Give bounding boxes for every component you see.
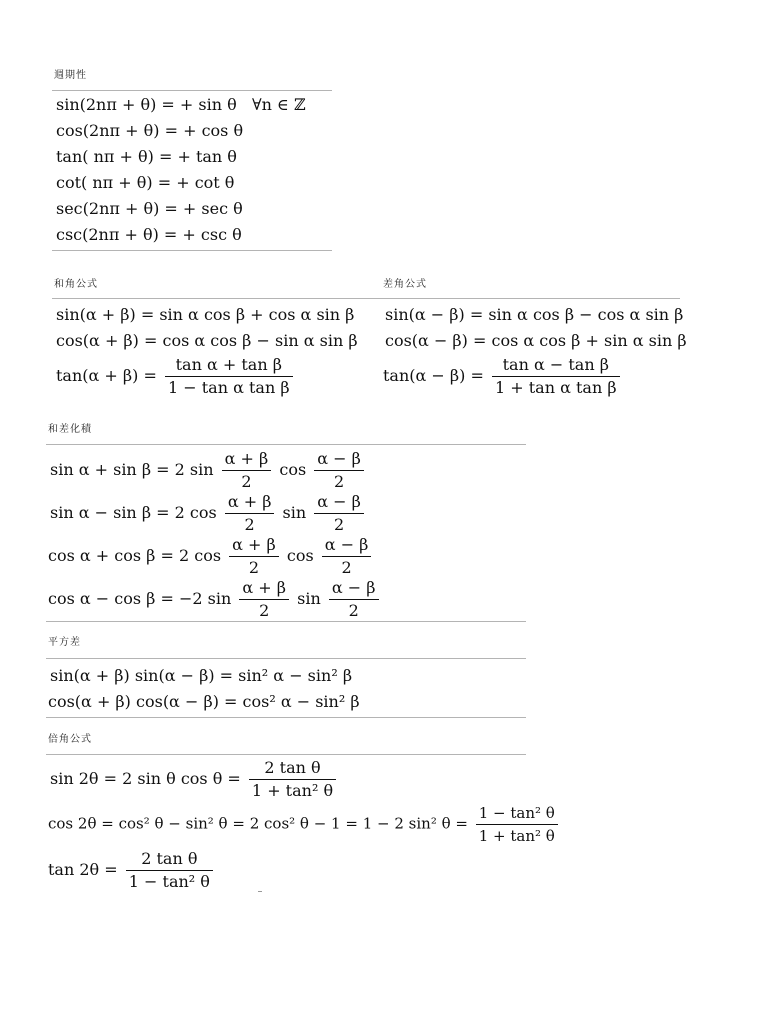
stp-1-frac-2-den: 2 [334,472,345,491]
stp-2-lhs: sin α − sin β = 2 cos [50,503,217,522]
sum-to-product-bottom-rule [46,621,526,622]
stp-1-mid: cos [279,460,307,479]
periodicity-bottom-rule [52,250,332,251]
squares-difference-row-2: cos(α + β) cos(α − β) = cos² α − sin² β [48,692,360,711]
stp-2-mid: sin [282,503,307,522]
stp-2-frac-2-den: 2 [334,515,345,534]
diff-angle-tan [383,356,623,397]
double-angle-cos-num: 1 − tan² θ [476,804,558,825]
double-angle-sin-num: 2 tan θ [249,759,336,780]
double-angle-sin-fraction [249,759,336,800]
sum-angle-tan-fraction [165,356,293,397]
double-angle-tan-num: 2 tan θ [126,850,213,871]
double-angle-sin-lhs: sin 2θ = 2 sin θ cos θ = [50,769,241,788]
stp-2-frac-1-den: 2 [244,515,255,534]
sum-to-product-row-1 [50,450,367,491]
stp-1-frac-2-num: α − β [314,450,364,471]
squares-difference-title: 平方差 [48,637,81,648]
stp-2-frac-2 [314,493,364,534]
sum-to-product-row-3 [48,536,374,577]
squares-difference-rule [46,658,526,659]
stp-2-frac-2-num: α − β [314,493,364,514]
sum-angle-tan-denominator: 1 − tan α tan β [167,378,290,397]
periodicity-row-1: sin(2nπ + θ) = + sin θ [56,95,237,114]
periodicity-top-rule [52,90,332,91]
sum-to-product-row-2 [50,493,367,534]
periodicity-condition: ∀n ∈ ℤ [252,95,306,114]
double-angle-tan [48,850,216,891]
stp-3-frac-1-den: 2 [248,558,260,577]
stp-4-frac-2-den: 2 [348,601,359,620]
sum-angle-cos: cos(α + β) = cos α cos β − sin α sin β [56,331,358,350]
periodicity-row-5: sec(2nπ + θ) = + sec θ [56,199,243,218]
double-angle-title: 倍角公式 [48,734,92,745]
stp-3-frac-2-num: α − β [322,536,372,557]
sum-angle-tan-lhs: tan(α + β) = [56,366,157,385]
double-angle-sin-den: 1 + tan² θ [251,781,334,800]
stp-4-frac-1 [239,579,289,620]
diff-angle-sin: sin(α − β) = sin α cos β − cos α sin β [385,305,684,324]
stp-3-lhs: cos α + cos β = 2 cos [48,546,222,565]
stp-3-frac-1-num: α + β [229,536,279,557]
periodicity-row-6: csc(2nπ + θ) = + csc θ [56,225,242,244]
sum-angle-title: 和角公式 [54,279,98,290]
periodicity-row-2: cos(2nπ + θ) = + cos θ [56,121,244,140]
double-angle-tan-lhs: tan 2θ = [48,860,118,879]
stp-1-lhs: sin α + sin β = 2 sin [50,460,214,479]
double-angle-tan-den: 1 − tan² θ [128,872,210,891]
stp-3-frac-2 [322,536,372,577]
sum-to-product-row-4 [48,579,382,620]
stp-2-frac-1 [225,493,275,534]
squares-difference-bottom-rule [46,717,526,718]
diff-angle-cos: cos(α − β) = cos α cos β + sin α sin β [385,331,687,350]
stp-1-frac-2 [314,450,364,491]
stp-4-frac-2-num: α − β [329,579,379,600]
stp-4-frac-1-num: α + β [239,579,289,600]
stp-1-frac-1 [222,450,272,491]
stp-3-frac-2-den: 2 [341,558,352,577]
stp-3-mid: cos [286,546,314,565]
diff-angle-tan-denominator: 1 + tan α tan β [494,378,617,397]
double-angle-tan-fraction [126,850,213,891]
diff-angle-title: 差角公式 [383,279,427,290]
diff-angle-tan-numerator: tan α − tan β [492,356,620,377]
diff-angle-tan-fraction [492,356,620,397]
stp-4-lhs: cos α − cos β = −2 sin [48,589,232,608]
stp-1-frac-1-den: 2 [241,472,252,491]
sum-angle-tan-numerator: tan α + tan β [165,356,293,377]
stp-1-frac-1-num: α + β [222,450,272,471]
sum-angle-sin: sin(α + β) = sin α cos β + cos α sin β [56,305,355,324]
periodicity-row-3: tan( nπ + θ) = + tan θ [56,147,237,166]
periodicity-row-4: cot( nπ + θ) = + cot θ [56,173,235,192]
squares-difference-row-1: sin(α + β) sin(α − β) = sin² α − sin² β [50,666,353,685]
double-angle-cos-fraction [476,804,558,845]
double-angle-sin [50,759,339,800]
stp-4-mid: sin [297,589,321,608]
periodicity-title: 週期性 [54,70,87,81]
stp-4-frac-2 [329,579,379,620]
sum-angle-tan [56,356,296,397]
stp-4-frac-1-den: 2 [259,601,270,620]
double-angle-rule [46,754,526,755]
stray-mark [258,891,262,892]
sum-to-product-title: 和差化積 [48,424,92,435]
double-angle-cos-den: 1 + tan² θ [478,827,555,845]
angle-formulas-rule [52,298,680,299]
double-angle-cos [48,804,561,845]
sum-to-product-rule [46,444,526,445]
diff-angle-tan-lhs: tan(α − β) = [383,366,484,385]
stp-3-frac-1 [229,536,279,577]
stp-2-frac-1-num: α + β [225,493,275,514]
double-angle-cos-lhs: cos 2θ = cos² θ − sin² θ = 2 cos² θ − 1 = 1 − 2 sin² θ = [48,814,468,833]
